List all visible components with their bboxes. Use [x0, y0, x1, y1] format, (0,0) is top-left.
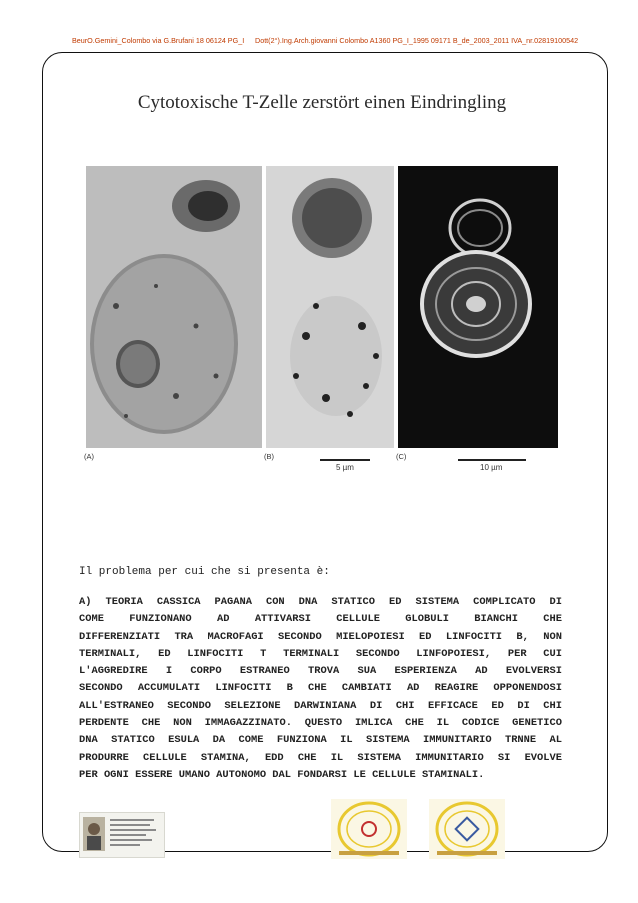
answer-line: ALL'ESTRANEO SECONDO SELEZIONE DARWINIANA DI CHI EFFICACE ED DI CHI	[79, 699, 562, 712]
panel-a-label: (A)	[84, 452, 94, 461]
question-text: Il problema per cui che si presenta è:	[79, 566, 330, 578]
scale-label-5um: 5 µm	[336, 463, 354, 472]
micrograph-figure	[82, 82, 562, 472]
panel-c-image	[398, 166, 558, 448]
answer-line: PRODURRE CELLULE STAMINA, EDD CHE IL SISTEMA IMMUNITARIO SI EVOLVE	[79, 751, 562, 764]
panel-c-label: (C)	[396, 452, 407, 461]
answer-line: DNA STATICO ESULA DA COME FUNZIONA IL SISTEMA IMMUNITARIO TRNNE AL	[79, 734, 562, 747]
answer-line: COME FUNZIONANO AD ATTIVARSI CELLULE GLOBULI BIANCHI CHE	[79, 613, 562, 626]
scale-bar-5um	[320, 459, 370, 461]
header-right-text: Dott(2°).Ing.Arch.giovanni Colombo A1360 PG_I_1995 09171 B_de_2003_2011 IVA_nr.02819100542	[255, 36, 579, 45]
scale-label-10um: 10 µm	[480, 463, 503, 472]
scale-bar-10um	[458, 459, 526, 461]
answer-line: SECONDO ACCUMULATI LINFOCITI B CHE CAMBIATI AD REAGIRE OPPONENDOSI	[79, 682, 562, 695]
stamp-seal-1	[329, 797, 409, 861]
answer-line: PERDENTE CHE NON IMMAGAZZINATO. QUESTO IMLICA CHE IL CODICE GENETICO	[79, 717, 562, 730]
panel-b-label: (B)	[264, 452, 274, 461]
id-card-image	[79, 812, 165, 858]
figure-title: Cytotoxische T-Zelle zerstört einen Eindringling	[137, 92, 507, 113]
answer-paragraph	[79, 594, 562, 784]
answer-line: A) TEORIA CASSICA PAGANA CON DNA STATICO ED SISTEMA COMPLICATO DI	[79, 596, 562, 608]
answer-line: DIFFERENZIATI TRA MACROFAGI SECONDO MIELOPOIESI ED LINFOCITI B, NON	[79, 630, 562, 643]
stamp-seal-2	[427, 797, 507, 861]
panel-b-image	[266, 166, 394, 448]
answer-line: PER OGNI ESSERE UMANO AUTONOMO DAL FONDARSI LE CELLULE STAMINALI.	[79, 768, 485, 781]
panel-a-image	[86, 166, 262, 448]
answer-line: TERMINALI, ED LINFOCITI T TERMINALI SECONDO LINFOPOIESI, PER CUI	[79, 647, 562, 660]
answer-line: L'AGGREDIRE I CORPO ESTRANEO TROVA SUA ESPERIENZA AD EVOLVERSI	[79, 665, 562, 678]
header-left-text: BeurO.Gemini_Colombo via G.Brufani 18 06124 PG_I	[72, 36, 245, 45]
